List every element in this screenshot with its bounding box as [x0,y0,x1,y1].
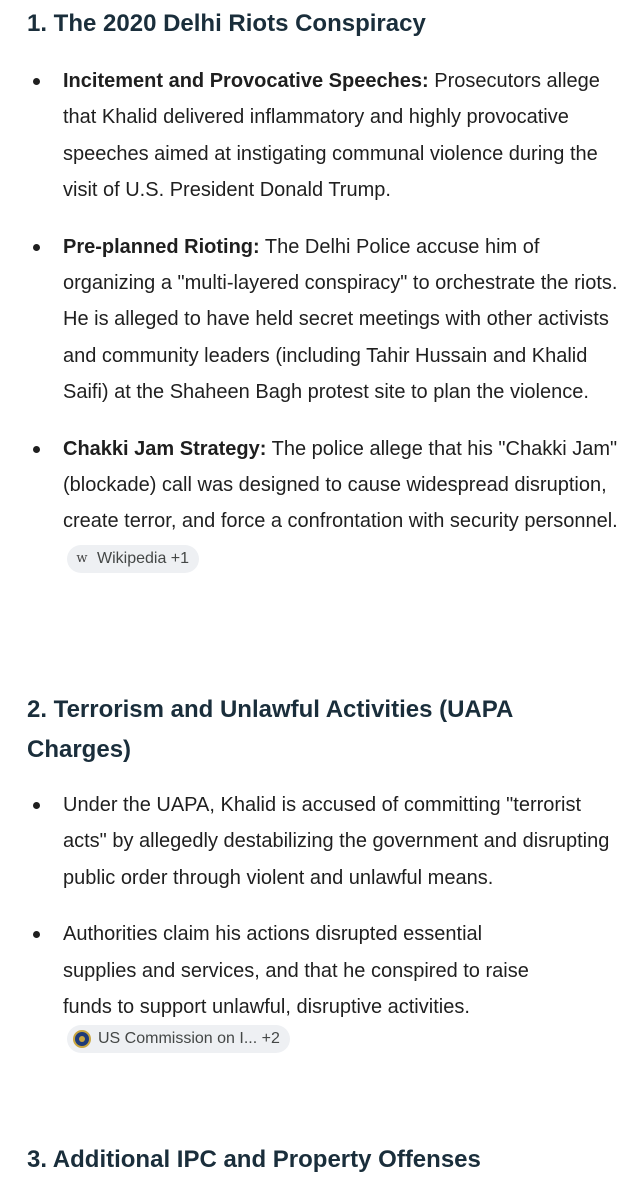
list-item [0,916,643,1063]
source-chip-label: Wikipedia +1 [97,549,190,567]
list-item [0,63,643,209]
list-item-text: The Delhi Police accuse him of organizing a "multi-layered conspiracy" to orchestrate the riots. He is alleged to have held secret meetings with other activists and community leaders (including Tahir Hussain and Khalid Saifi) at the Shaheen Bagh protest site to plan the violence. [63,235,618,404]
list-item-text: Prosecutors allege that Khalid delivered inflammatory and highly provocative speeches aimed at instigating communal violence during the visit of U.S. President Donald Trump. [63,70,600,202]
list-item-title: Pre-planned Rioting: [63,235,260,258]
list-item [0,787,643,896]
list-item-text: Authorities claim his actions disrupted essential supplies and services, and that he conspired to raise funds to support unlawful, disruptive activities. [63,923,529,1019]
bullet-icon [33,802,40,809]
bullet-icon [33,244,40,251]
bullet-icon [33,78,40,85]
list-item-title: Chakki Jam Strategy: [63,437,267,460]
section-heading-ipc: 3. Additional IPC and Property Offenses [27,1146,481,1173]
list-item-text: Under the UAPA, Khalid is accused of committing "terrorist acts" by allegedly destabilizing the government and disrupting public order through violent and unlawful means. [63,794,610,889]
wikipedia-icon: w [76,550,88,566]
source-chip-us-commission[interactable] [67,1025,290,1053]
source-chip-wikipedia[interactable] [67,545,199,573]
source-chip-label: US Commission on I... +2 [98,1030,280,1048]
section-heading-uapa: 2. Terrorism and Unlawful Activities (UAPA Charges) [27,696,513,763]
bullet-icon [33,931,40,938]
bullet-icon [33,446,40,453]
section-heading-delhi-riots: 1. The 2020 Delhi Riots Conspiracy [27,10,426,37]
list-item-text: The police allege that his "Chakki Jam" (blockade) call was designed to cause widespread disruption, create terror, and force a confrontation with security personnel. [63,437,618,533]
list-item [0,431,643,577]
bullet-list-uapa [0,787,643,1063]
uscirf-seal-icon [73,1030,91,1048]
bullet-list-delhi-riots [0,63,643,576]
list-item [0,229,643,411]
list-item-title: Incitement and Provocative Speeches: [63,70,429,92]
